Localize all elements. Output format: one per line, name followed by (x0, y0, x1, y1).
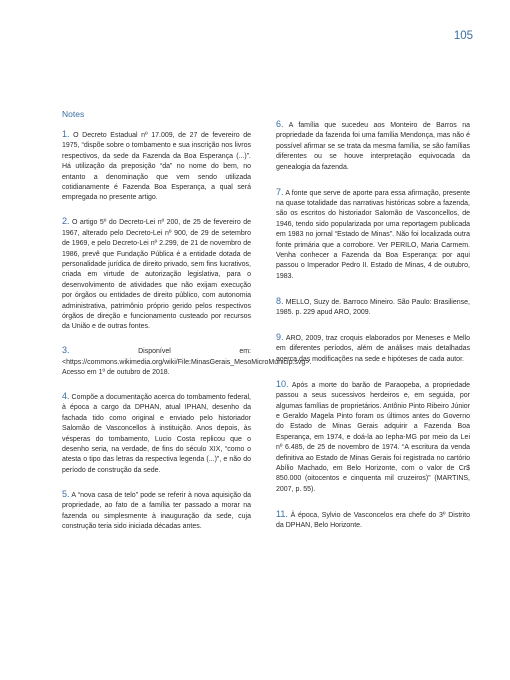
note-number: 9. (276, 332, 284, 342)
note-text: A fonte que serve de aporte para essa afirmação, presente na quase totalidade das narrativas históricas sobre a fazenda, são os escritos do historiador Salomão de Vasconcellos, de 1946, tendo sido popularizada por uma reportagem publicada em 1983 no jornal “Estado de Minas”. Não foi localizada outra fonte primária que a corrobore. Ver PERILO, Maria Carmem. Venha conhecer a Fazenda da Boa Esperança: por aqui passou o Imperador Pedro II. Estado de Minas, 4 de outubro, 1983. (276, 189, 470, 280)
note-text: Disponível em: <https://commons.wikimedia.org/wiki/File:MinasGerais_MesoMicroMunicip.svg>. Acesso em 1º de outubro de 2018. (62, 348, 312, 377)
note-number: 3. (62, 345, 70, 356)
note-text: O artigo 5º do Decreto-Lei nº 200, de 25 de fevereiro de 1967, alterado pelo Decreto-Lei nº 900, de 29 de setembro de 1969, e pelo Decreto-Lei nº 2.299, de 21 de novembro de 1986, prevê que Fundação Pública é a entidade dotada de personalidade jurídica de direito privado, sem fins lucrativos, criada em virtude de autorização legislativa, para o desenvolvimento de atividades que não exijam execução por órgãos ou entidades de direito público, com autonomia administrativa, patrimônio próprio gerido pelos respectivos órgãos de direção e funcionamento custeado por recursos da União e de outras fontes. (62, 219, 251, 331)
notes-column-right (276, 119, 470, 545)
note-number: 2. (62, 216, 70, 227)
note-text: À época, Sylvio de Vasconcelos era chefe do 3º Distrito da DPHAN, Belo Horizonte. (276, 511, 470, 530)
note-number: 10. (276, 378, 289, 389)
note-number: 4. (62, 391, 70, 402)
note-number: 11. (276, 508, 288, 519)
note-7 (276, 187, 470, 283)
note-number: 1. (62, 129, 70, 139)
note-5 (62, 489, 251, 533)
note-8 (276, 296, 470, 319)
note-text: Compõe a documentação acerca do tombamento federal, à época a cargo da DPHAN, atual IPHAN, desenho da fachada tido como original e enviado pelo historiador Salomão de Vasconcellos à instituição. Anos depois, às vésperas do tombamento, Lucio Costa replicou que o desenho seria, na verdade, de fins do século XIX, “como o atesta o tipo das letras da respectiva legenda (...)”, e não do período de construção da sede. (62, 394, 251, 474)
page-number: 105 (453, 30, 473, 42)
note-3 (62, 345, 312, 378)
note-6 (276, 119, 470, 173)
note-text: MELLO, Suzy de. Barroco Mineiro. São Paulo: Brasiliense, 1985. p. 229 apud ARO, 2009. (276, 298, 470, 317)
note-text: A família que sucedeu aos Monteiro de Barros na propriedade da fazenda foi uma família Mendonça, mas não é possível afirmar se se trata da mesma família, se são famílias diferentes ou se houve interpretação equivocada da genealogia da fazenda. (276, 122, 470, 171)
note-4 (62, 391, 251, 476)
note-2 (62, 216, 251, 332)
note-number: 8. (276, 295, 284, 306)
note-1 (62, 129, 251, 204)
note-text: A “nova casa de telo” pode se referir à nova aquisição da propriedade, ao fato de a família ter passado a morar na fazenda ou simplesmente à inauguração da sede, cuja construção teria sido iniciada décadas antes. (62, 491, 251, 530)
note-text: O Decreto Estadual nº 17.009, de 27 de fevereiro de 1975, “dispõe sobre o tombamento e sua inscrição nos livros respectivos, da sede da Fazenda da Boa Esperança (...)”. Há utilização da preposição “da” no nome do bem, no entanto a denominação que vem sendo utilizada cotidianamente é Fazenda Boa Esperança, a qual será empregada no presente artigo. (62, 132, 251, 202)
note-number: 6. (276, 119, 284, 129)
note-text: Após a morte do barão de Paraopeba, a propriedade passou a seus sucessivos herdeiros e, em seguida, por algumas famílias de proprietários. Antônio Pinto Ribeiro Júnior e Geraldo Magela Pinto foram os últimos antes do Governo do Estado de Minas Gerais adquirir a Fazenda Boa Esperança, em 1974, e doá-la ao Iepha-MG por meio da Lei nº 6.485, de 25 de novembro de 1974. “A escritura da venda definitiva ao Estado de Minas Gerais foi registrada no cartório Abílio Machado, em Belo Horizonte, com o valor de Cr$ 850.000 (oitocentos e cinquenta mil cruzeiros)” (MARTINS, 2007, p. 55). (276, 381, 470, 493)
note-text: ARO, 2009, traz croquis elaborados por Meneses e Mello em diferentes períodos, além de análises mais detalhadas acerca das modificações na sede e hipóteses de cada autor. (276, 335, 471, 363)
note-11 (276, 509, 470, 532)
note-number: 5. (62, 488, 70, 499)
note-10 (276, 379, 470, 495)
note-9 (276, 332, 470, 365)
notes-heading: Notes (62, 109, 85, 119)
note-number: 7. (276, 186, 284, 197)
